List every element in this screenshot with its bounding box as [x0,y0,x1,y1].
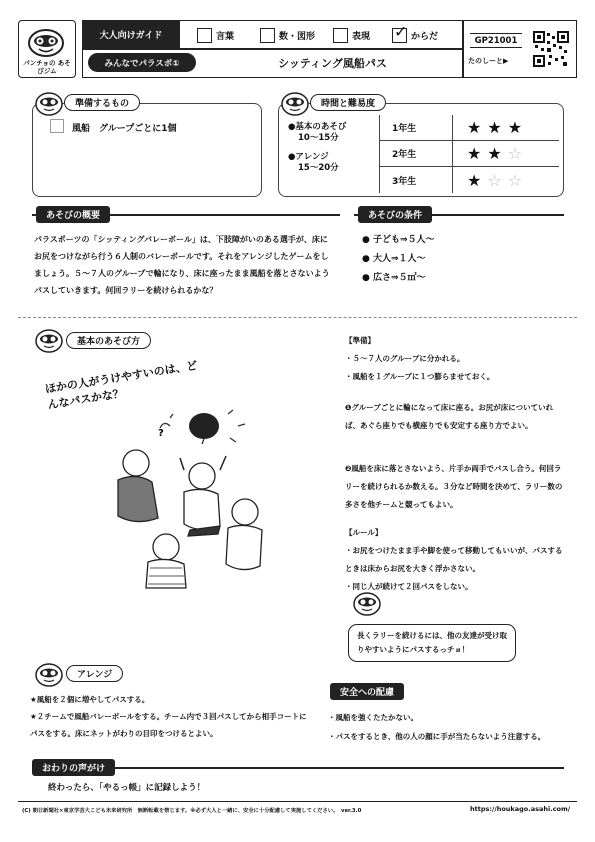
star-empty-icon: ☆ [507,144,523,163]
star-rating [453,171,522,190]
safety-lines [328,708,573,746]
prep-box [32,103,262,197]
arrange-time-value: 15〜20分 [298,163,339,173]
overview-heading: あそびの概要 [36,206,110,223]
check-label: からだ [411,31,439,42]
check-item-hyogen[interactable] [333,24,370,46]
tip-bubble: 長くラリーを続けるには、他の友達が受け取りやすいようにパスするっチョ！ [348,624,516,662]
basic-prep [345,332,567,386]
tanoshi-link[interactable]: たのしーと▶ [468,57,509,65]
checkmark-icon: ✓ [394,21,408,41]
rule-line: ・同じ人が続けて２回パスをしない。 [345,582,473,591]
condition-item: ● 大人⇒１人〜 [362,254,426,264]
check-item-karada[interactable] [392,21,439,46]
arrange-time-label: ●アレンジ [288,152,329,162]
series-label: みんなでパラスポ① [88,53,196,72]
star-filled-icon: ★ [467,118,482,137]
star-empty-icon: ☆ [487,170,502,190]
mascot-icon [34,662,64,688]
basic-prep-title: 【準備】 [345,336,375,345]
safety-line: ・パスをするとき、他の人の顔に手が当たらないよう注意する。 [328,732,546,741]
mascot-icon [280,91,310,117]
condition-item: ● 広さ⇒５㎡〜 [362,273,426,283]
logo [18,20,76,78]
checkbox[interactable] [260,28,275,43]
mascot-icon [352,591,382,617]
prep-checkbox[interactable] [50,119,64,133]
grade-label: 2年生 [380,141,453,166]
difficulty-table [379,115,559,193]
basic-step-2: ❷風船を床に落とさないよう、片手か両手でパスし合う。何回ラリーを続けられるか数える。３分など時間を決めて、ラリー数の多さを他チームと競ってもよい。 [345,464,563,509]
check-label: 数・図形 [279,31,316,42]
star-filled-icon: ★ [487,118,502,137]
star-filled-icon: ★ [507,118,523,137]
basic-prep-line: ・５〜７人のグループに分かれる。 [345,354,465,363]
qr-code-icon[interactable] [533,31,569,67]
basic-time-value: 10〜15分 [298,133,339,143]
time-heading: 時間と難易度 [310,94,386,111]
section-divider [18,317,577,318]
basic-prep-line: ・風船を１グループに１つ膨らませておく。 [345,372,495,381]
rule-line: ・お尻をつけたまま手や脚を使って移動してもいいが、パスするときは床からお尻を大きく浮かさない。 [345,546,563,573]
prep-item: 風船 グループごとに1個 [72,124,177,134]
difficulty-row [380,115,559,141]
star-rating [453,144,522,163]
footer-rule [18,801,577,802]
arrange-time [288,152,339,174]
arrange-heading: アレンジ [66,665,123,682]
arrange-lines [30,691,310,742]
basic-time [288,122,346,144]
logo-text: パンチョの あそびジム [23,59,71,75]
check-label: 表現 [352,31,371,42]
checkbox-checked[interactable] [392,21,408,43]
basic-step-1: ❶グループごとに輪になって床に座る。お尻が床についていれば、あぐら座りでも横座りでも安定する座り方でよい。 [345,403,554,430]
check-item-kazu[interactable] [260,24,315,46]
closing-heading: おわりの声がけ [32,759,115,776]
page-title: シッティング風船パス [278,57,387,70]
mascot-icon [34,91,64,117]
prep-heading: 準備するもの [64,94,140,111]
conditions-heading: あそびの条件 [358,206,432,223]
overview-text: パラスポーツの「シッティングバレーボール」は、下肢障がいのある選手が、床にお尻をつけながら行う６人制のバレーボールです。それをアレンジしたゲームをしましょう。５〜７人のグループで輪になり、床に座ったまま風船を落とさないようパスしていきます。何回ラリーを続けられるかな？ [34,235,330,295]
safety-heading: 安全への配慮 [330,683,404,700]
guide-code: GP21001 [470,33,522,48]
mascot-icon [34,328,64,354]
checkbox[interactable] [333,28,348,43]
check-label: 言葉 [216,31,235,42]
safety-line: ・風船を強くたたかない。 [328,713,418,722]
grade-label: 3年生 [380,167,453,193]
basic-heading: 基本のあそび方 [66,332,151,349]
closing-text: 終わったら、「やるっ帳」に記録しよう！ [48,783,206,793]
rule-title: 【ルール】 [345,528,383,537]
checkbox[interactable] [197,28,212,43]
difficulty-row [380,167,559,193]
arrange-line: ★２チームで風船バレーボールをする。チーム内で３回パスしてから相手コートにパスをする。床にネットがわりの目印をつけるとよい。 [30,712,307,738]
footer-copyright: (C) 朝日新聞社×東京学芸大こども未来研究所 無断転載を禁じます。※必ず大人と一緒に、安全に十分配慮して実施してください。 ver.3.0 [22,808,362,814]
condition-item: ● 子ども⇒５人〜 [362,235,435,245]
star-filled-icon: ★ [467,170,482,190]
speech-text: ほかの人がうけやすいのは、どんなパスかな？ [44,358,199,412]
basic-rules [345,524,567,596]
grade-label: 1年生 [380,115,453,140]
svg-text:?: ? [158,428,164,439]
check-item-kotoba[interactable] [197,24,234,46]
star-filled-icon: ★ [487,144,502,163]
guide-label: 大人向けガイド [82,20,180,48]
difficulty-row [380,141,559,167]
star-filled-icon: ★ [467,144,482,163]
star-rating [453,118,522,137]
header-divider-vertical [462,20,464,78]
basic-time-label: ●基本のあそび [288,122,347,132]
footer-url[interactable]: https://houkago.asahi.com/ [470,805,571,813]
conditions-list [362,231,435,288]
arrange-line: ★風船を２個に増やしてパスする。 [30,695,150,704]
children-illustration [100,400,300,590]
star-empty-icon: ☆ [507,170,523,190]
